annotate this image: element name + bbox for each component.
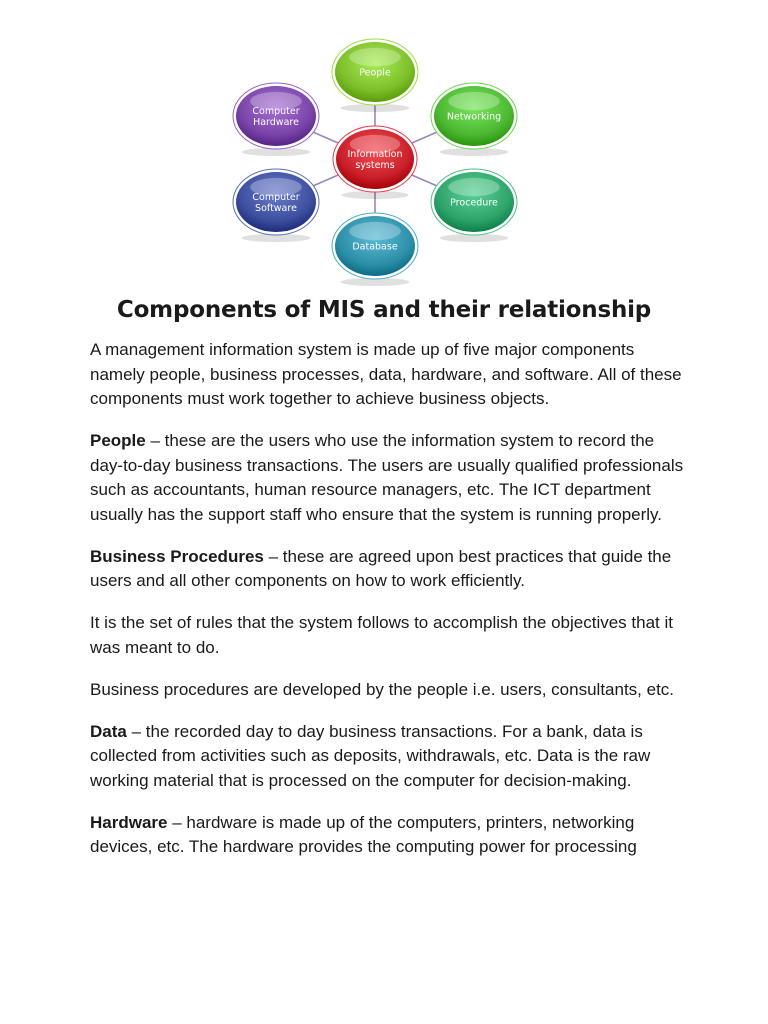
node-computer-hardware xyxy=(233,83,319,156)
paragraph-term: Data xyxy=(90,721,127,741)
paragraph-term: Hardware xyxy=(90,812,168,832)
node-people xyxy=(332,39,418,112)
page-title: Components of MIS and their relationship xyxy=(116,297,652,323)
bubble-highlight xyxy=(349,222,401,240)
node-information-systems xyxy=(333,126,417,199)
bubble-highlight xyxy=(349,48,401,66)
paragraph-text: – these are agreed upon best practices that guide the users and all other components on how to work efficiently. xyxy=(90,546,672,590)
paragraph-hardware xyxy=(90,811,685,860)
node-label: Computer xyxy=(252,106,300,117)
node-label: Software xyxy=(255,203,297,214)
node-label: Procedure xyxy=(450,197,498,209)
bubble-highlight xyxy=(448,92,500,110)
node-label: Hardware xyxy=(253,117,299,128)
paragraph-term: People xyxy=(90,431,146,450)
paragraph-text: It is the set of rules that the system follows to accomplish the objectives that it was meant to do. xyxy=(90,613,673,657)
paragraph-text: A management information system is made up of five major components namely people, business processes, data, hardware, and software. All of these components must work together to achieve business objects. xyxy=(90,340,682,408)
paragraph-text: – these are the users who use the information system to record the day-to-day business transactions. The users are usually qualified professionals such as accountants, human resource managers, etc. The ICT department usually has the support staff who ensure that the system is running properly. xyxy=(90,431,684,524)
node-label: Database xyxy=(352,241,398,253)
node-label: People xyxy=(359,67,391,79)
paragraph-business-procedures xyxy=(90,545,685,594)
paragraph-rules xyxy=(90,611,685,660)
node-label: Information xyxy=(347,149,403,160)
node-database xyxy=(332,213,418,286)
node-computer-software xyxy=(233,169,319,242)
paragraph-text: – hardware is made up of the computers, printers, networking devices, etc. The hardware provides the computing power for processing xyxy=(90,812,637,856)
node-label: systems xyxy=(355,160,395,171)
node-label: Networking xyxy=(446,111,502,123)
paragraph-text: – the recorded day to day business transactions. For a bank, data is collected from activities such as deposits, withdrawals, etc. Data is the raw working material that is processed on the computer for decision-making. xyxy=(90,721,651,790)
mis-components-diagram xyxy=(0,0,768,290)
paragraph-text: Business procedures are developed by the people i.e. users, consultants, etc. xyxy=(90,679,675,699)
paragraph-intro xyxy=(90,338,685,412)
diagram-canvas xyxy=(0,0,768,290)
paragraph-people xyxy=(90,429,685,527)
node-label: Computer xyxy=(252,192,300,203)
diagram-nodes xyxy=(233,39,517,286)
paragraph-procedures-developed xyxy=(90,678,685,703)
paragraph-term: Business Procedures xyxy=(90,546,264,566)
article-body xyxy=(90,338,685,877)
node-networking xyxy=(431,83,517,156)
bubble-highlight xyxy=(448,178,500,196)
node-procedure xyxy=(431,169,517,242)
paragraph-data xyxy=(90,720,685,794)
